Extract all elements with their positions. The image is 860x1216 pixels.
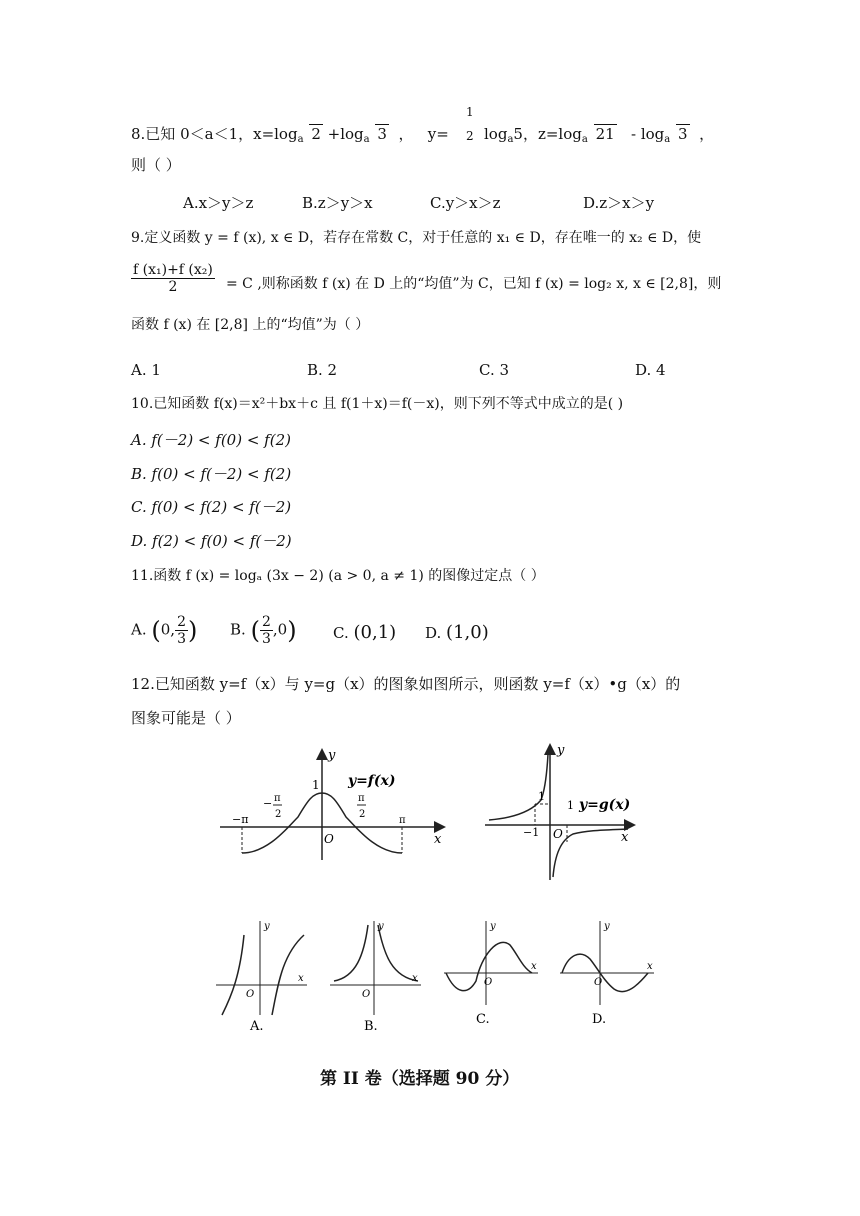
q9-option-b[interactable]: B. 2 (307, 361, 338, 379)
question-9-line2: = C ,则称函数 f (x) 在 D 上的“均值”为 C，已知 f (x) = log₂ x, x ∈ [2,8]，则 (226, 276, 722, 292)
q10-option-b[interactable]: B. f(0) < f(－2) < f(2) (131, 465, 292, 483)
svg-text:x: x (621, 830, 629, 845)
svg-text:x: x (531, 961, 537, 972)
svg-text:O: O (324, 832, 334, 846)
svg-text:O: O (362, 989, 371, 1000)
q8-option-c[interactable]: C.y＞x＞z (430, 194, 501, 212)
svg-text:O: O (246, 989, 255, 1000)
question-10-stem: 10.已知函数 f(x)＝x²＋bx＋c 且 f(1＋x)＝f(－x)，则下列不等式中成立的是( ) (131, 396, 624, 412)
q9-option-d[interactable]: D. 4 (635, 361, 666, 379)
q9-option-a[interactable]: A. 1 (131, 361, 161, 379)
question-9-line1: 9.定义函数 y = f (x), x ∈ D，若存在常数 C，对于任意的 x₁ ∈ D，存在唯一的 x₂ ∈ D，使 (131, 230, 702, 246)
svg-text:y: y (604, 921, 610, 932)
q10-option-a[interactable]: A. f(－2) < f(0) < f(2) (131, 431, 291, 449)
svg-text:π: π (399, 815, 406, 826)
svg-text:y: y (557, 743, 565, 758)
svg-text:O: O (484, 977, 493, 988)
svg-text:x: x (298, 973, 304, 984)
q11-option-b[interactable]: B. ( $\frac{2}{3}$ ,0) (230, 614, 297, 647)
svg-text:−: − (263, 797, 273, 810)
q11-option-a[interactable]: A. (0, $\frac{2}{3}$ ) (131, 614, 198, 647)
q9-option-c[interactable]: C. 3 (479, 361, 510, 379)
svg-text:1: 1 (312, 778, 320, 792)
svg-text:O: O (594, 977, 603, 988)
svg-text:y=g(x): y=g(x) (579, 797, 631, 813)
q8-option-a[interactable]: A.x＞y＞z (183, 194, 254, 212)
question-9-line3: 函数 f (x) 在 [2,8] 上的“均值”为（ ） (131, 317, 370, 333)
q10-option-c[interactable]: C. f(0) < f(2) < f(－2) (131, 498, 292, 516)
svg-text:y: y (378, 921, 384, 932)
fraction-one-half: 1 2 (466, 105, 474, 143)
svg-text:1: 1 (567, 799, 574, 812)
svg-text:2: 2 (275, 809, 282, 820)
choice-graph-a[interactable] (212, 915, 312, 1035)
svg-text:C.: C. (476, 1012, 490, 1027)
question-11-stem: 11.函数 f (x) = logₐ (3x − 2) (a > 0, a ≠ 1) 的图像过定点（ ） (131, 568, 545, 584)
choice-graph-b[interactable] (326, 915, 426, 1035)
svg-text:−π: −π (232, 813, 249, 826)
q11-option-d[interactable]: D. (1,0) (425, 622, 489, 643)
graph-f (218, 745, 448, 865)
svg-text:A.: A. (250, 1019, 264, 1034)
question-12-line1: 12.已知函数 y=f（x）与 y=g（x）的图象如图所示，则函数 y=f（x）•g（x）的 (131, 675, 681, 693)
svg-text:y: y (264, 921, 270, 932)
svg-text:π: π (274, 793, 281, 804)
svg-text:2: 2 (359, 809, 366, 820)
svg-text:y: y (328, 748, 336, 763)
q8-option-d[interactable]: D.z＞x＞y (583, 194, 655, 212)
svg-text:x: x (434, 832, 442, 847)
svg-text:B.: B. (364, 1019, 378, 1034)
svg-text:1: 1 (538, 790, 545, 803)
svg-text:y: y (490, 921, 496, 932)
svg-text:O: O (553, 827, 563, 841)
question-12-line2: 图象可能是（ ） (131, 709, 241, 727)
q11-option-c[interactable]: C. (0,1) (333, 622, 397, 643)
q9-fraction: $\frac{\text{f (x₁)+f (x₂)}}{2}$ (133, 262, 213, 295)
question-8-line1: 8.已知 0＜a＜1，$x=\log_a$ $2 +\log_a$ 3 ， y= (131, 125, 449, 145)
question-8-line2: 则（ ） (131, 156, 181, 174)
svg-text:D.: D. (592, 1012, 607, 1027)
question-8-line1-rest: $\log_a5$，$z=\log_a$ $21 - \log_a 3$ ， (484, 125, 715, 145)
section-heading: 第 II 卷（选择题 90 分） (320, 1069, 520, 1089)
choice-graph-c[interactable] (440, 915, 545, 1035)
q8-option-b[interactable]: B.z＞y＞x (302, 194, 373, 212)
choice-graph-d[interactable] (556, 915, 661, 1035)
svg-text:x: x (412, 973, 418, 984)
svg-text:x: x (647, 961, 653, 972)
svg-text:−1: −1 (523, 826, 540, 839)
svg-text:y=f(x): y=f(x) (348, 773, 396, 789)
q10-option-d[interactable]: D. f(2) < f(0) < f(－2) (131, 532, 292, 550)
svg-text:π: π (358, 793, 365, 804)
graph-g (483, 742, 643, 882)
